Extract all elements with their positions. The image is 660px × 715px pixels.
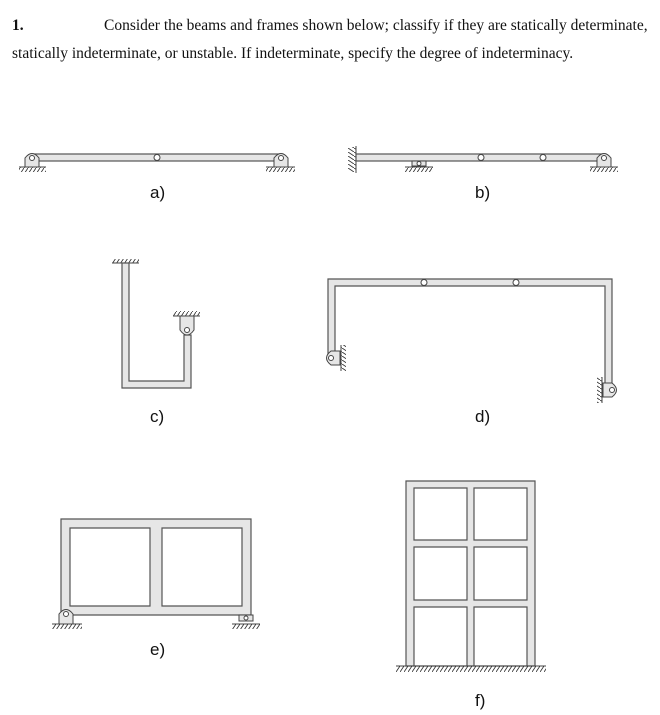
figure-label-d: d) bbox=[475, 407, 491, 426]
internal-hinge-2 bbox=[513, 280, 519, 286]
problem-text: Consider the beams and frames shown below; classify if they are statically determinate, statically indeterminate, or unstable. If indeterminate, specify the degree of indeterminacy. bbox=[12, 17, 648, 62]
frame-member bbox=[61, 519, 251, 615]
roller-support-right bbox=[232, 615, 260, 629]
internal-hinge-1 bbox=[421, 280, 427, 286]
internal-hinge bbox=[154, 155, 160, 161]
figure-label-c: c) bbox=[150, 407, 165, 426]
fixed-support-base bbox=[396, 666, 546, 672]
roller-support bbox=[405, 161, 433, 172]
frame-member bbox=[328, 279, 612, 385]
figure-b bbox=[348, 146, 618, 173]
figure-d bbox=[327, 279, 617, 403]
figure-label-f: f) bbox=[475, 691, 486, 710]
figure-label-e: e) bbox=[150, 640, 166, 659]
internal-hinge-1 bbox=[478, 155, 484, 161]
figure-label-b: b) bbox=[475, 183, 491, 202]
figure-label-a: a) bbox=[150, 183, 166, 202]
figure-a bbox=[19, 154, 295, 173]
problem-number: 1. bbox=[12, 17, 24, 34]
pin-support-top-right bbox=[173, 311, 200, 335]
figure-c bbox=[112, 259, 200, 388]
figure-f bbox=[396, 481, 546, 672]
fixed-support-left bbox=[348, 146, 356, 173]
figure-e bbox=[52, 519, 260, 629]
frame-member bbox=[406, 481, 535, 666]
internal-hinge-2 bbox=[540, 155, 546, 161]
